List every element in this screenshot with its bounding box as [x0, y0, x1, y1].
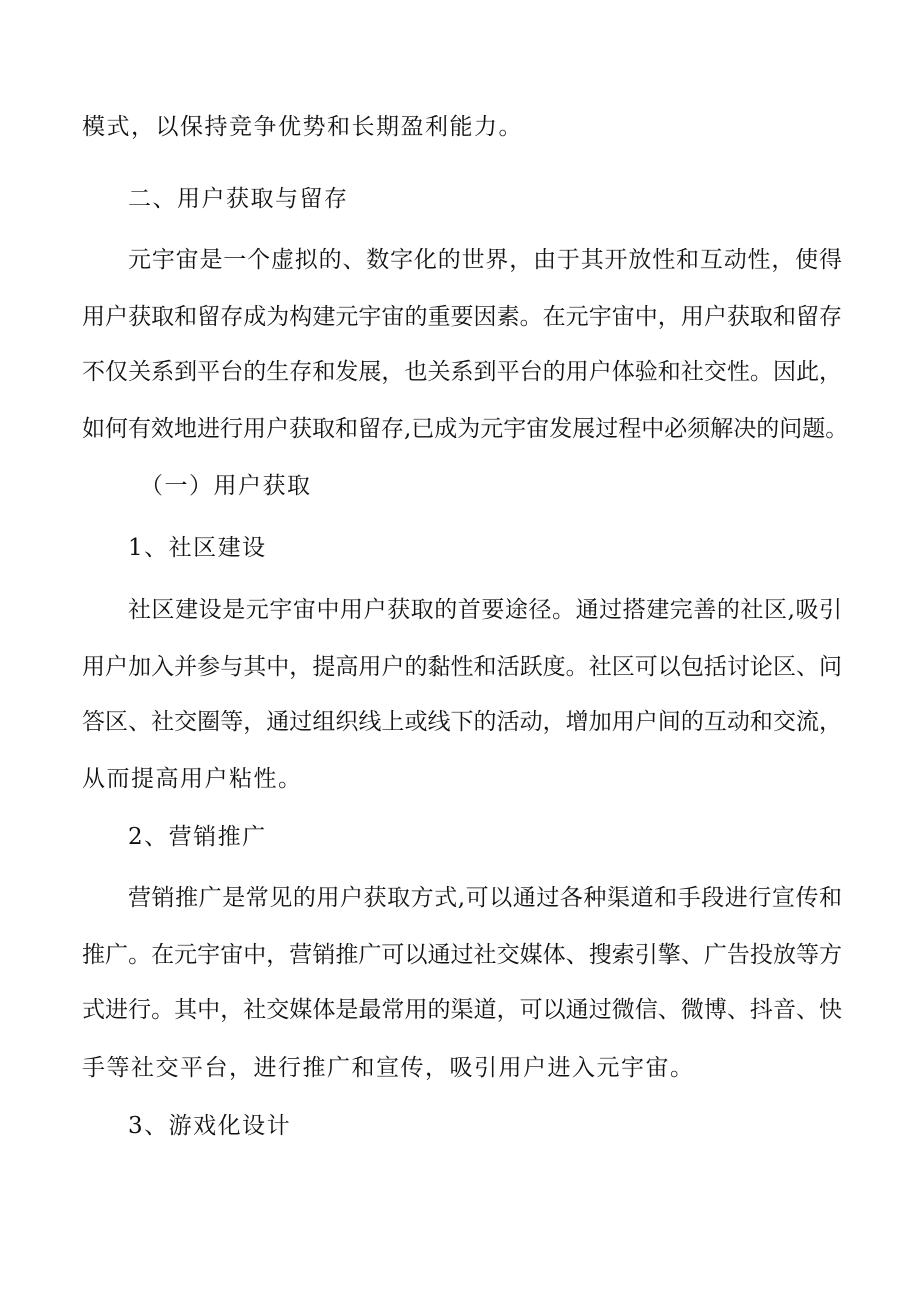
- paragraph-line: 答区、社交圈等，通过组织线上或线下的活动，增加用户间的互动和交流，: [82, 709, 842, 735]
- paragraph-line: 如何有效地进行用户获取和留存,已成为元宇宙发展过程中必须解决的问题。: [82, 416, 849, 442]
- paragraph-line: 从而提高用户粘性。: [82, 766, 303, 792]
- paragraph-line: 用户获取和留存成为构建元宇宙的重要因素。在元宇宙中，用户获取和留存: [82, 304, 842, 330]
- paragraph-line: 手等社交平台，进行推广和宣传，吸引用户进入元宇宙。: [82, 1055, 695, 1081]
- paragraph-line: 用户加入并参与其中，提高用户的黏性和活跃度。社区可以包括讨论区、问: [82, 654, 842, 680]
- paragraph-line: 推广。在元宇宙中，营销推广可以通过社交媒体、搜索引擎、广告投放等方: [82, 942, 842, 968]
- subsection-heading: （一）用户获取: [140, 473, 312, 499]
- paragraph-line: 营销推广是常见的用户获取方式,可以通过各种渠道和手段进行宣传和: [128, 885, 842, 911]
- paragraph-line: 元宇宙是一个虚拟的、数字化的世界，由于其开放性和互动性，使得: [128, 247, 842, 273]
- paragraph-line: 模式，以保持竞争优势和长期盈利能力。: [82, 114, 523, 140]
- section-heading: 二、用户获取与留存: [128, 186, 349, 212]
- paragraph-line: 式进行。其中，社交媒体是最常用的渠道，可以通过微信、微博、抖音、快: [82, 997, 842, 1023]
- paragraph-line: 不仅关系到平台的生存和发展，也关系到平台的用户体验和社交性。因此，: [82, 359, 842, 385]
- item-heading: 3、游戏化设计: [128, 1113, 292, 1139]
- paragraph-line: 社区建设是元宇宙中用户获取的首要途径。通过搭建完善的社区,吸引: [128, 597, 842, 623]
- item-heading: 1、社区建设: [128, 535, 267, 561]
- item-heading: 2、营销推广: [128, 824, 267, 850]
